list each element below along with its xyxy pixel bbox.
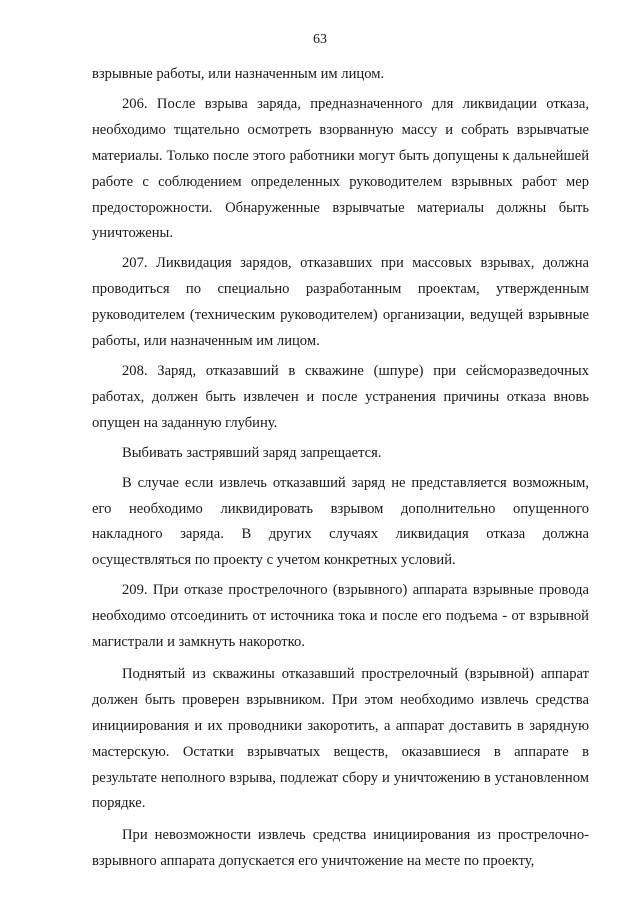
paragraph-207: 207. Ликвидация зарядов, отказавших при массовых взрывах, должна проводиться по специально разработанным проектам, утвержденным руководителем (техническим руководителем) организации, ведущей взрывные работы, или назначенным им лицом. (92, 255, 589, 350)
paragraph-liquidation-case: В случае если извлечь отказавший заряд не представляется возможным, его необходимо ликвидировать взрывом дополнительно опущенного накладного заряда. В других случаях ликвидация отказа должна осуществляться по проекту с учетом конкретных условий. (92, 474, 589, 569)
paragraph-208: 208. Заряд, отказавший в скважине (шпуре) при сейсморазведочных работах, должен быть извлечен и после устранения причины отказа вновь опущен на заданную глубину. (92, 362, 589, 431)
paragraph-impossibility: При невозможности извлечь средства инициирования из прострелочно-взрывного аппарата допускается его уничтожение на месте по проекту, (92, 827, 589, 870)
paragraph-prohibition: Выбивать застрявший заряд запрещается. (122, 444, 382, 461)
paragraph-209: 209. При отказе прострелочного (взрывного) аппарата взрывные провода необходимо отсоединить от источника тока и после его подъема - от взрывной магистрали и замкнуть накоротко. (92, 582, 589, 651)
document-body (92, 62, 589, 879)
paragraph-raised-apparatus: Поднятый из скважины отказавший прострелочный (взрывной) аппарат должен быть проверен взрывником. При этом необходимо извлечь средства инициирования и их проводники закоротить, а аппарат доставить в зарядную мастерскую. Остатки взрывчатых веществ, оказавшиеся в аппарате в результате неполного взрыва, подлежат сбору и уничтожению в установленном порядке. (92, 665, 589, 812)
page-number: 63 (313, 32, 327, 47)
paragraph-continuation: взрывные работы, или назначенным им лицом. (92, 66, 385, 82)
paragraph-206: 206. После взрыва заряда, предназначенного для ликвидации отказа, необходимо тщательно осмотреть взорванную массу и собрать взрывчатые материалы. Только после этого работники могут быть допущены к дальнейшей работе с соблюдением определенных руководителем взрывных работ мер предосторожности. Обнаруженные взрывчатые материалы должны быть уничтожены. (92, 95, 589, 242)
